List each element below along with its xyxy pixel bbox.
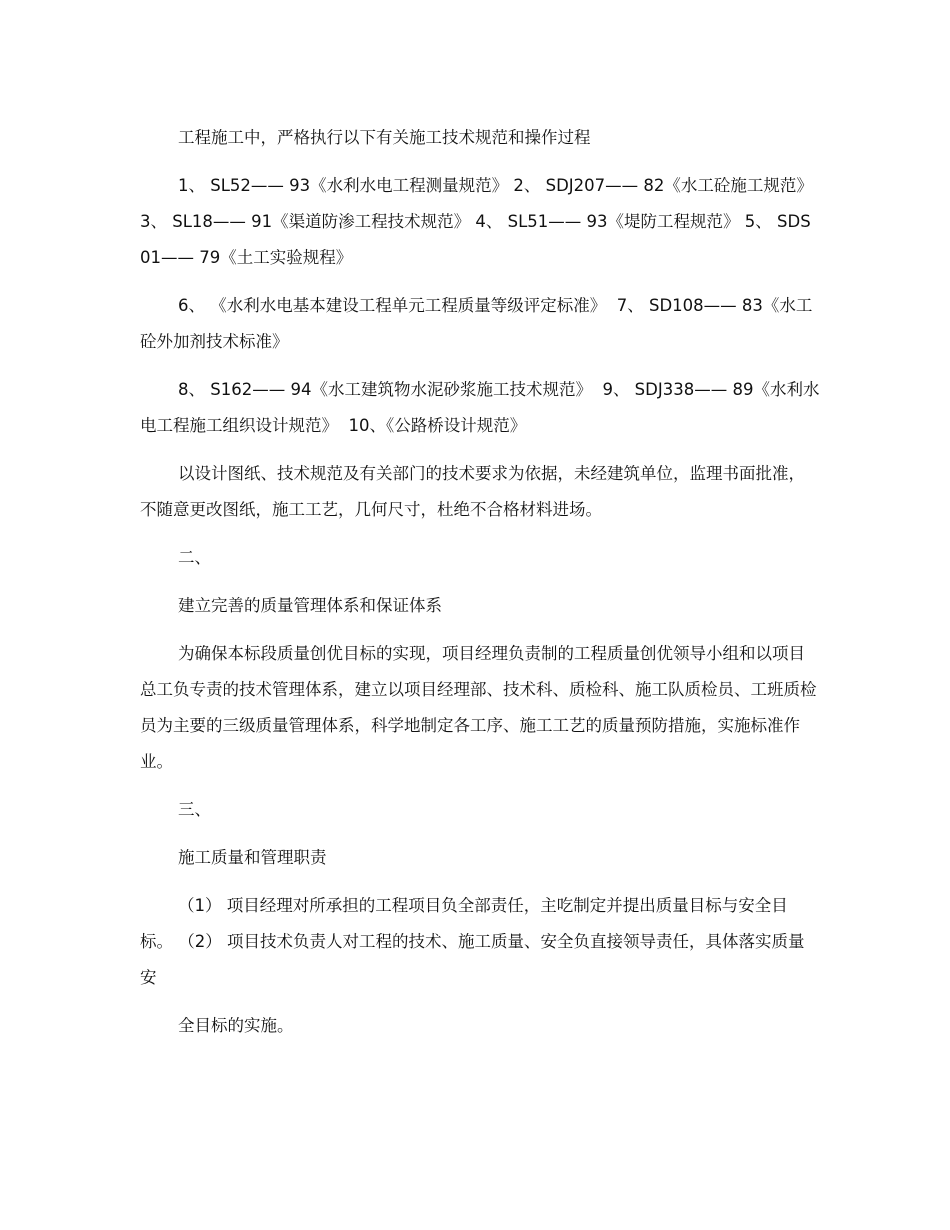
paragraph-responsibilities: （1） 项目经理对所承担的工程项目负全部责任，主吃制定并提出质量目标与安全目标。 （2） 项目技术负责人对工程的技术、施工质量、安全负直接领导责任，具体落实质量安: [140, 896, 805, 987]
section-number-three: 三、: [178, 800, 211, 819]
paragraph-responsibilities-end: 全目标的实施。: [178, 1016, 294, 1035]
paragraph-quality-system: 为确保本标段质量创优目标的实现，项目经理负责制的工程质量创优领导小组和以项目总工负专责的技术管理体系，建立以项目经理部、技术科、质检科、施工队质检员、工班质检员为主要的三级质量管理体系，科学地制定各工序、施工工艺的质量预防措施，实施标准作业。: [140, 644, 817, 771]
paragraph-standards-6-7: 6、 《水利水电基本建设工程单元工程质量等级评定标准》 7、 SD108—— 83《水工砼外加剂技术标准》: [140, 296, 813, 351]
section-heading-responsibilities: 施工质量和管理职责: [178, 848, 327, 867]
document-body: [140, 120, 820, 1056]
paragraph-intro: 工程施工中，严格执行以下有关施工技术规范和操作过程: [178, 128, 591, 147]
section-heading-quality-system: 建立完善的质量管理体系和保证体系: [178, 596, 442, 615]
paragraph-standards-8-10: 8、 S162—— 94《水工建筑物水泥砂浆施工技术规范》 9、 SDJ338—— 89《水利水电工程施工组织设计规范》 10、《公路桥设计规范》: [140, 380, 820, 435]
paragraph-design-basis: 以设计图纸、技术规范及有关部门的技术要求为依据，未经建筑单位，监理书面批准，不随意更改图纸，施工工艺，几何尺寸，杜绝不合格材料进场。: [140, 464, 805, 519]
section-number-two: 二、: [178, 548, 211, 567]
paragraph-standards-1-5: 1、 SL52—— 93《水利水电工程测量规范》 2、 SDJ207—— 82《水工砼施工规范》 3、 SL18—— 91《渠道防渗工程技术规范》 4、 SL51—— 93《堤防工程规范》 5、 SDS01—— 79《土工实验规程》: [140, 176, 819, 267]
